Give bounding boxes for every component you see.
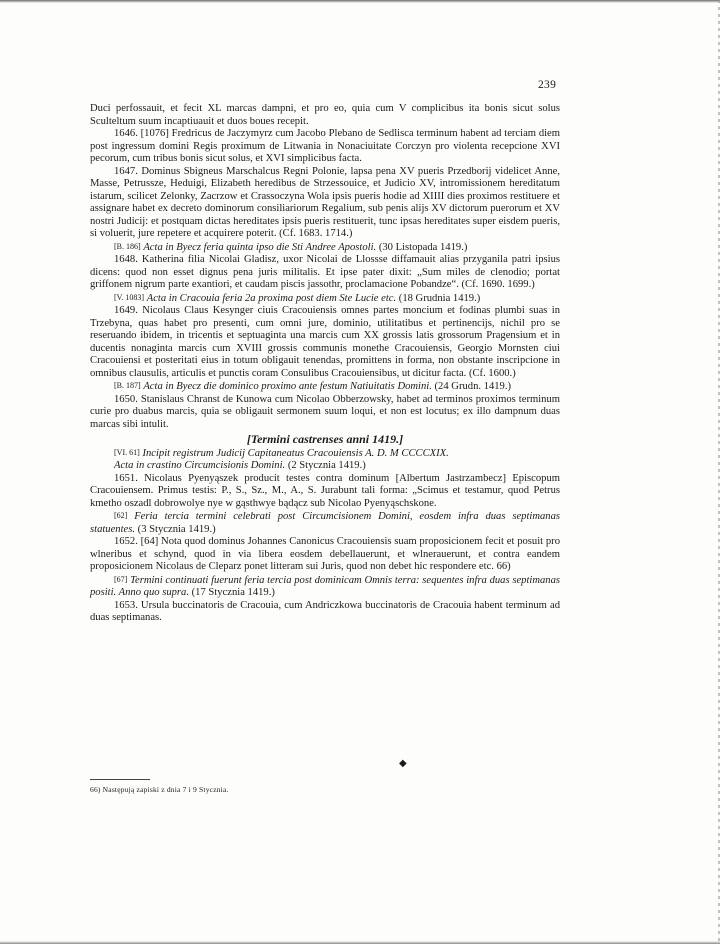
session-date: (18 Grudnia 1419.) (396, 292, 481, 304)
session-date: (17 Stycznia 1419.) (189, 587, 275, 598)
entry-paragraph: 1649. Nicolaus Claus Kesynger ciuis Cracouiensis omnes partes moncium et fodinas plumbi suas in Trzebyna, quas habet pro presenti, cum omni jure, dominio, utilitatibus et pertinencijs, nichil pro se reseruando ibidem, in tricentis et septuaginta una marcis cum XX grossis latis grossorum Pragensium et in ducentis nonaginta marcis cum XVIII grossis communis monethe Cracouiensis, Georgio Mornsten ciui Cracouiensi et posteritati eius in totum obligauit tenendas, promittens in forma, non obstante inscripcione in omnibus clausulis, articulis et punctis coram Consulibus Cracouiensibus, ut dicitur facta. (Cf. 1600.) (90, 305, 560, 379)
footnote-rule (90, 779, 150, 780)
entry-paragraph: 1647. Dominus Sbigneus Marschalcus Regni Polonie, lapsa pena XV pueris Przedborij videlicet Anne, Masse, Petrussze, Heduigi, Elizabeth heredibus de Strzessouice, et Judicio XV, intromissionem hereditatum istarum, scilicet Zelonky, Zacrzow et Crassoczyna Wola ipsis pueris hodie ad XIIII dies proximos restituere et assignare habet ex decreto dominorum consiliariorum Regalium, sub penis alijs XV dictorum puerorum et XV nostri Judicij: et postquam dictas hereditates ipsis pueris restituerit, tunc ipsas hereditates super eisdem pueris, si voluerit, jure repetere et acquirere poterit. (Cf. 1683. 1714.) (90, 165, 560, 239)
session-title: Acta in Byecz die dominico proximo ante festum Natiuitatis Domini. (143, 381, 432, 392)
session-note (90, 510, 560, 536)
source-reference: [B. 187] (114, 381, 141, 390)
session-title: Acta in crastino Circumcisionis Domini. (114, 460, 286, 471)
session-title: Incipit registrum Judicij Capitaneatus Cracouiensis A. D. M CCCCXIX. (142, 447, 449, 459)
section-heading: [Termini castrenses anni 1419.] (246, 432, 404, 446)
session-date: (2 Stycznia 1419.) (285, 460, 366, 471)
session-title: Termini continuati fuerunt feria tercia post dominicam Omnis terra: sequentes infra duas septimanas positi. Anno quo supra. (90, 574, 560, 598)
source-reference: [62] (114, 511, 128, 520)
page-number: 239 (538, 79, 557, 91)
session-date: (30 Listopada 1419.) (376, 241, 468, 253)
session-note (90, 447, 560, 461)
scan-edge-top (0, 0, 720, 3)
session-note (90, 380, 560, 394)
session-date: (3 Stycznia 1419.) (135, 523, 216, 535)
entry-paragraph: 1653. Ursula buccinatoris de Cracouia, cum Andriczkowa buccinatoris de Cracouia habent terminum ad duas septimanas. (90, 599, 560, 623)
entry-paragraph: 1651. Nicolaus Pyenyąszek producit testes contra dominum [Albertum Jastrzambecz] Episcopum Cracouiensem. Primus testis: P., S., Sz., M., A., S. Jurabunt tali forma: „Scimus et testamur, quod Petrus kmetho oszadl dobrowolye nye w gąsthwye bądącz sub Nicolao Pyenyąschskone. (90, 472, 560, 509)
entry-paragraph: 1648. Katherina filia Nicolai Gladisz, uxor Nicolai de Llossse diffamauit alias przyganila patri ipsius dicens: quod non esset dignus pena juris militalis. Et ipse pater dixit: „Sum miles de clenodio; portat griffonem nigrum parte exantiori, et caudam piscis jassothr, proclamacione Pobandze“. (Cf. 1690. 1699.) (90, 254, 560, 290)
entry-paragraph: 1646. [1076] Fredricus de Jaczymyrz cum Jacobo Plebano de Sedlisca terminum habent ad terciam diem post ingressum domini Regis proximum de Litwania in Nonaciuitate Corczyn pro violenta recepcione XVI pecorum, cum tribus bonis sicut solus, et XVI simplicibus facta. (90, 128, 560, 164)
session-title: Feria tercia termini celebrati post Circumcisionem Domini, eosdem infra duas septimanas statuentes. (90, 511, 560, 535)
body-text (90, 103, 560, 625)
session-note (90, 241, 560, 255)
entry-paragraph: 1652. [64] Nota quod dominus Johannes Canonicus Cracouiensis suam proposicionem fecit et posuit pro wlneribus et schynd, quod in via libera eosdem debellauerunt, et wlnerauerunt, et contra eandem proposicionem Nicolaus de Cleparz ponet litteram sui Juris, quod non debet hic respondere etc. 66) (90, 536, 560, 572)
session-title: Acta in Cracouia feria 2a proxima post diem Ste Lucie etc. (146, 292, 397, 304)
source-reference: [VI. 61] (114, 447, 140, 457)
bullet-mark: ◆ (399, 758, 407, 769)
session-note (90, 292, 560, 306)
session-date: (24 Grudn. 1419.) (431, 381, 512, 392)
session-note (90, 574, 560, 600)
session-title: Acta in Byecz feria quinta ipso die Sti Andree Apostoli. (143, 241, 377, 253)
entry-paragraph: Duci perfossauit, et fecit XL marcas dampni, et pro eo, quia cum V complicibus ita bonis sicut solus Sculteltum suum incaptiuauit et duos boues recepit. (90, 103, 560, 127)
source-reference: [67] (114, 574, 128, 584)
source-reference: [B. 186] (114, 241, 141, 251)
footnote: 66) Następują zapiski z dnia 7 i 9 Stycznia. (90, 785, 229, 794)
entry-paragraph: 1650. Stanislaus Chranst de Kunowa cum Nicolao Obberzowsky, habet ad terminos proximos terminum curie pro duabus marcis, quia se obligauit sermonem suum loqui, et non est locutus; ex illo dampnum duas marcas sibi intulit. (90, 393, 560, 430)
session-note (90, 460, 560, 473)
source-reference: [V. 1083] (114, 292, 145, 302)
